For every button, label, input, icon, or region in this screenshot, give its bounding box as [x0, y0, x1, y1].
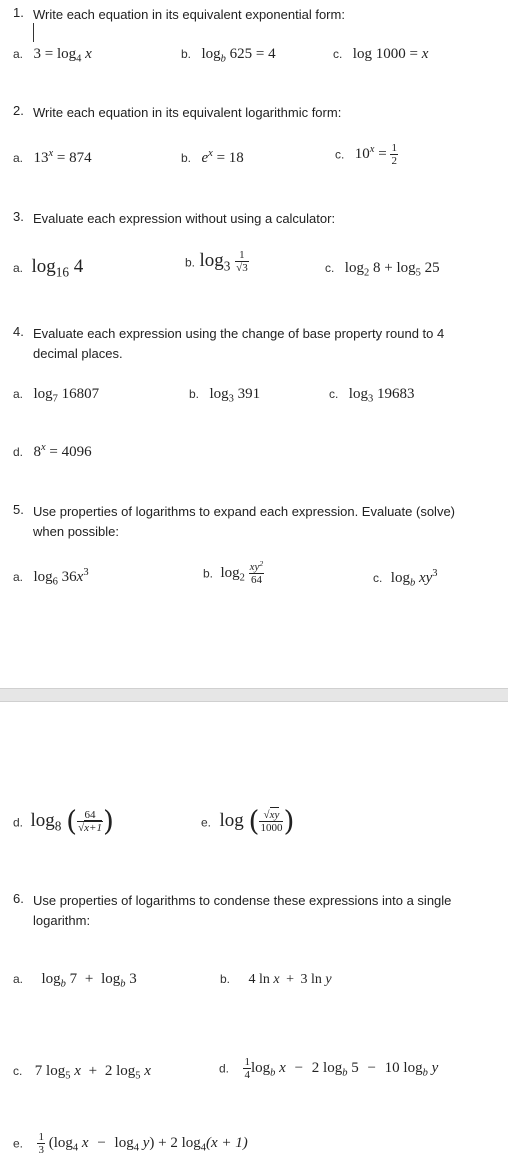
q6-item-d [219, 1057, 438, 1081]
question-number: 6. [13, 891, 24, 906]
q4-item-b [189, 385, 260, 403]
question-text: Write each equation in its equivalent logarithmic form: [33, 105, 342, 120]
q3-item-a [13, 256, 83, 278]
expression: $\log_b xy^3$ [390, 568, 438, 589]
expression: 4 ln x + 3 ln y [248, 972, 332, 987]
expression: $\log_2 8 + \log_5 25$ [344, 260, 440, 279]
q6-item-b [220, 970, 332, 988]
expression: $\log_{16} 4$ [31, 256, 84, 280]
fraction: $\frac{1}{2}$ [391, 142, 397, 167]
question-text: Use properties of logarithms to expand each expression. Evaluate (solve) when possible: [33, 504, 455, 539]
expression: $\log_6 36x^3$ [33, 567, 89, 588]
expression: 8$^x$ = 4096 [33, 442, 92, 460]
item-label: c. [13, 1064, 23, 1078]
q1-item-a [13, 45, 92, 63]
question-number: 3. [13, 209, 24, 224]
q6-item-c [13, 1062, 151, 1080]
q4-item-c [329, 385, 414, 403]
item-label: d. [13, 445, 24, 459]
item-label: a. [13, 387, 24, 401]
expression: $\log_8$ ( $\frac{64}{√x+1}$ ) [30, 805, 114, 838]
item-label: b. [220, 972, 231, 986]
expression: $\log_3 19683$ [348, 386, 415, 405]
question-text: Write each equation in its equivalent exponential form: [33, 7, 345, 22]
item-label: d. [13, 815, 24, 830]
expression: $\log_2$ $\frac{xy^2}{64}$ [220, 558, 264, 586]
q5-item-a [13, 568, 89, 586]
item-label: c. [325, 261, 335, 275]
item-label: b. [181, 151, 192, 165]
q4-item-a [13, 385, 99, 403]
fraction: $\frac{1}{3}$ [38, 1131, 44, 1156]
item-label: c. [373, 571, 383, 585]
item-label: c. [335, 147, 345, 162]
item-label: e. [13, 1136, 24, 1151]
q2-item-c [335, 143, 398, 167]
item-label: a. [13, 570, 24, 584]
item-label: e. [201, 815, 212, 830]
item-label: a. [13, 261, 24, 275]
item-label: d. [219, 1061, 230, 1076]
item-label: c. [333, 47, 343, 61]
fraction: $\frac{1}{4}$ [244, 1056, 250, 1081]
fraction: $\frac{1}{√3}$ [236, 249, 248, 274]
expression: $\frac{1}{4}$ $\log_b x - 2$ $\log_b 5 - 10$ $\log_b y$ [244, 1056, 439, 1081]
item-label: b. [181, 47, 192, 61]
q5-item-c [373, 569, 438, 587]
expression: $\log_b 7 + \log_b 3$ [41, 971, 137, 990]
question-number: 2. [13, 103, 24, 118]
question-1 [13, 5, 493, 25]
expression: $3 = \log_4 x$ [33, 46, 92, 65]
question-number: 5. [13, 502, 24, 517]
question-2 [13, 103, 493, 123]
q2-item-a [13, 149, 92, 167]
question-text: Use properties of logarithms to condense these expressions into a single logarithm: [33, 893, 452, 928]
expression: 7 $\log_5 x + 2$ $\log_5 x$ [34, 1063, 151, 1082]
question-4 [13, 324, 493, 364]
fraction: $\frac{√xy}{1000}$ [260, 809, 283, 834]
question-text: Evaluate each expression without using a calculator: [33, 211, 336, 226]
question-number: 4. [13, 324, 24, 339]
q3-item-b [185, 250, 249, 274]
expression: log 1000 = x [352, 46, 429, 62]
question-5 [13, 502, 493, 542]
expression: $e^x = 18$ [201, 148, 244, 166]
q1-item-b [181, 45, 276, 63]
item-label: a. [13, 47, 24, 61]
item-label: a. [13, 151, 24, 165]
q6-item-e [13, 1132, 248, 1156]
text-cursor [33, 23, 34, 42]
expression: $\log_7 16807$ [33, 386, 100, 405]
item-label: b. [203, 566, 214, 581]
page-break [0, 688, 508, 702]
question-number: 1. [13, 5, 24, 20]
question-3 [13, 209, 493, 229]
q2-item-b [181, 149, 244, 167]
q5-item-d [13, 805, 114, 838]
q6-item-a [13, 970, 137, 988]
expression: $\frac{1}{3}$ ($\log_4$ $x - \log_4 y) + 2$ $\log_4(x + 1)$ [38, 1131, 248, 1156]
question-6 [13, 891, 493, 931]
q3-item-c [325, 259, 440, 277]
q1-item-c [333, 45, 428, 63]
item-label: b. [185, 255, 196, 270]
q5-item-b [203, 558, 264, 586]
q4-item-d [13, 443, 92, 461]
q5-item-e [201, 805, 295, 838]
item-label: b. [189, 387, 200, 401]
expression: 10$^x$ = $\frac{1}{2}$ [354, 142, 397, 167]
fraction: $\frac{64}{√x+1}$ [78, 809, 102, 834]
expression: $\log_b 625 = 4$ [201, 46, 276, 65]
expression: log ( $\frac{√xy}{1000}$ ) [219, 805, 295, 838]
item-label: c. [329, 387, 339, 401]
expression: $\log_3 391$ [209, 386, 261, 405]
expression: 13$^x$ = 874 [33, 148, 92, 166]
question-text: Evaluate each expression using the change of base property round to 4 decimal places. [33, 326, 445, 361]
item-label: a. [13, 972, 24, 986]
expression: $\log_3$ $\frac{1}{√3}$ [199, 249, 248, 274]
fraction: $\frac{xy^2}{64}$ [249, 558, 264, 586]
